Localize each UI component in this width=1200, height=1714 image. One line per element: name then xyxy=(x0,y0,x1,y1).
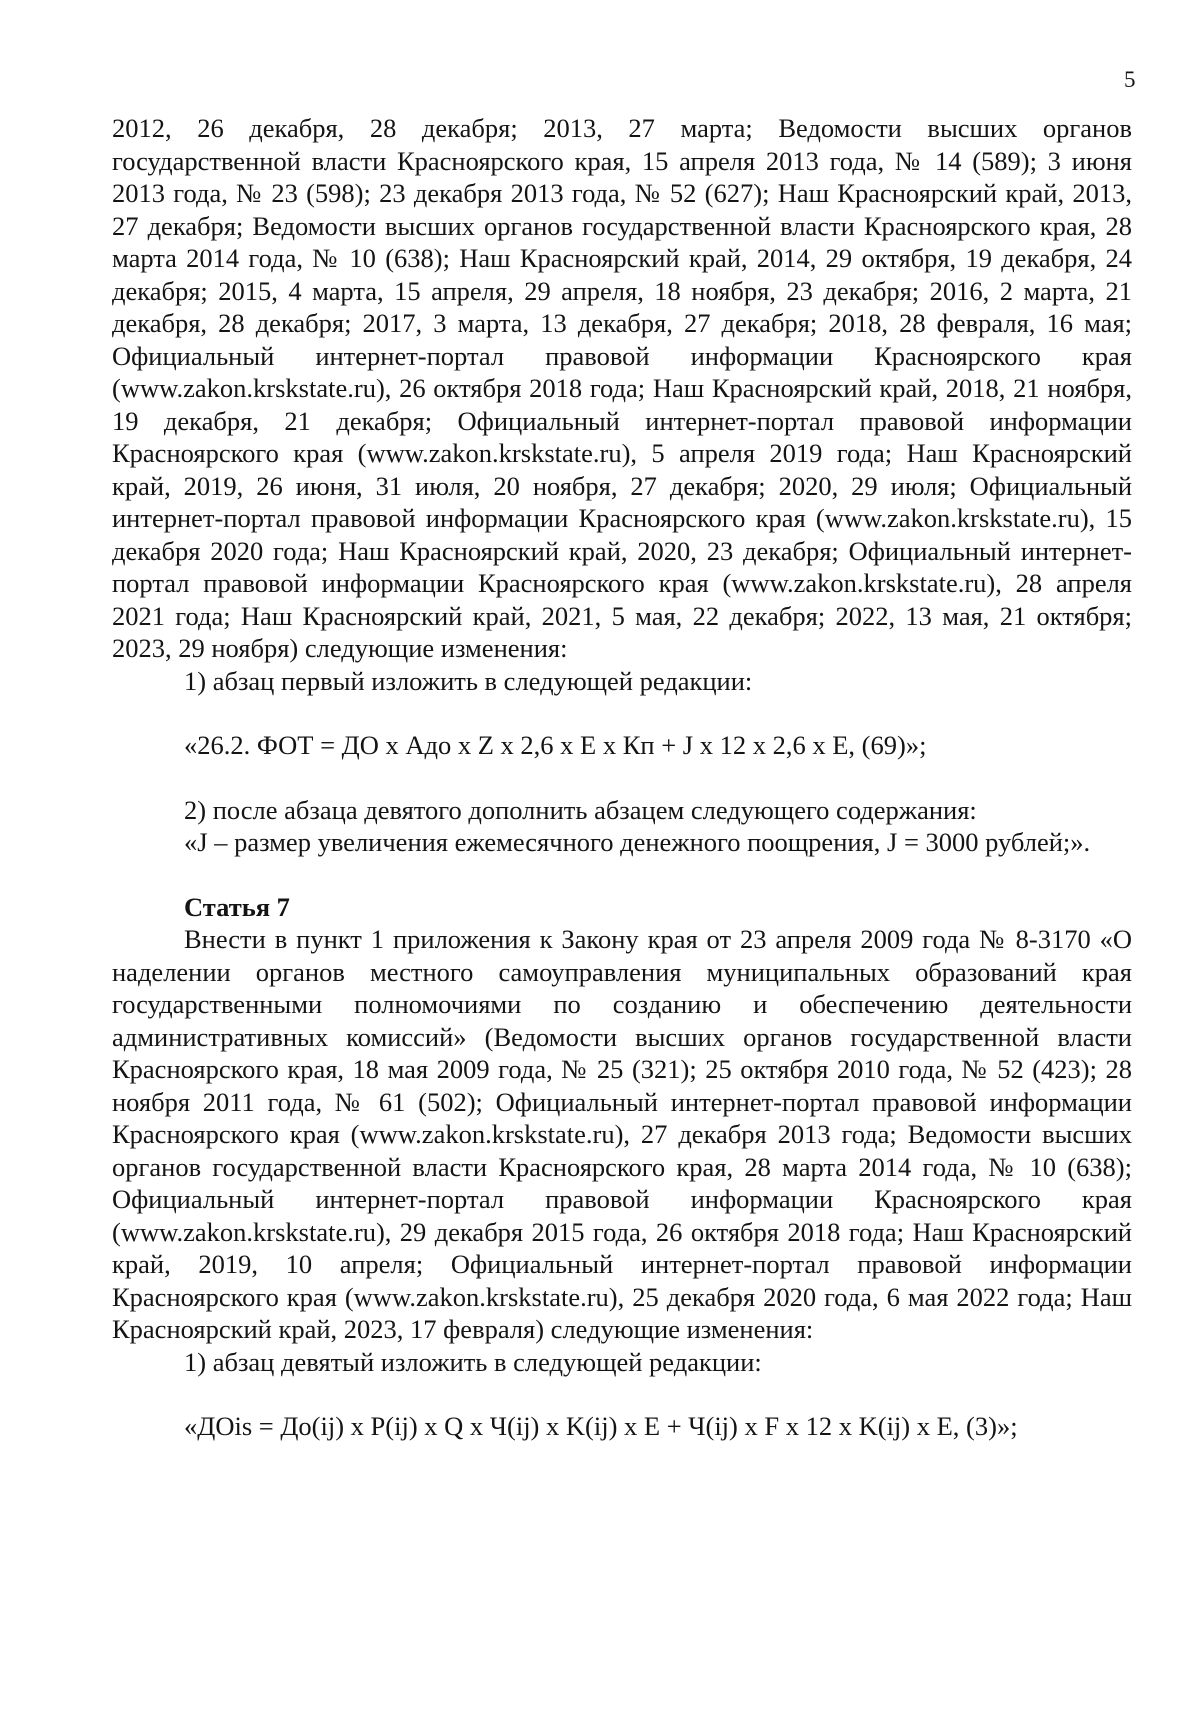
page-number: 5 xyxy=(1124,67,1136,92)
spacer xyxy=(112,859,1132,891)
formula-dois: «ДОis = До(ij) x P(ij) x Q x Ч(ij) x K(ij) x E + Ч(ij) x F x 12 x K(ij) x E, (3)»; xyxy=(184,1411,1018,1441)
spacer xyxy=(112,697,1132,729)
spacer xyxy=(112,1378,1132,1410)
paragraph-item-1: 1) абзац первый изложить в следующей редакции: xyxy=(184,665,753,696)
article-7-item-1: 1) абзац девятый изложить в следующей редакции: xyxy=(184,1346,762,1377)
paragraph-j-definition: «J – размер увеличения ежемесячного денежного поощрения, J = 3000 рублей;». xyxy=(184,827,1091,857)
formula-fot: «26.2. ФОТ = ДО x Адо x Z x 2,6 x E x Кп + J x 12 x 2,6 x E, (69)»; xyxy=(184,730,927,760)
article-heading: Статья 7 xyxy=(184,891,290,922)
article-7-text: Внести в пункт 1 приложения к Закону края от 23 апреля 2009 года № 8-3170 «О наделении органов местного самоуправления муниципальных образований края государственными полномочиями по созданию и обеспечению деятельности административных комиссий» (Ведомости высших органов государственной власти Красноярского края, 18 мая 2009 года, № 25 (321); 25 октября 2010 года, № 52 (423); 28 ноября 2011 года, № 61 (502); Официальный интернет-портал правовой информации Красноярского края (www.zakon.krskstate.ru), 27 декабря 2013 года; Ведомости высших органов государственной власти Красноярского края, 28 марта 2014 года, № 10 (638); Официальный интернет-портал правовой информации Красноярского края (www.zakon.krskstate.ru), 29 декабря 2015 года, 26 октября 2018 года; Наш Красноярский край, 2019, 10 апреля; Официальный интернет-портал правовой информации Красноярского края (www.zakon.krskstate.ru), 25 декабря 2020 года, 6 мая 2022 года; Наш Красноярский край, 2023, 17 февраля) следующие изменения: xyxy=(112,924,1132,1344)
paragraph-item-2: 2) после абзаца девятого дополнить абзацем следующего содержания: xyxy=(184,794,977,825)
spacer xyxy=(112,762,1132,794)
paragraph-amendment-sources: 2012, 26 декабря, 28 декабря; 2013, 27 марта; Ведомости высших органов государственной власти Красноярского края, 15 апреля 2013 года, № 14 (589); 3 июня 2013 года, № 23 (598); 23 декабря 2013 года, № 52 (627); Наш Красноярский край, 2013, 27 декабря; Ведомости высших органов государственной власти Красноярского края, 28 марта 2014 года, № 10 (638); Наш Красноярский край, 2014, 29 октября, 19 декабря, 24 декабря; 2015, 4 марта, 15 апреля, 29 апреля, 18 ноября, 23 декабря; 2016, 2 марта, 21 декабря, 28 декабря; 2017, 3 марта, 13 декабря, 27 декабря; 2018, 28 февраля, 16 мая; Официальный интернет-портал правовой информации Красноярского края (www.zakon.krskstate.ru), 26 октября 2018 года; Наш Красноярский край, 2018, 21 ноября, 19 декабря, 21 декабря; Официальный интернет-портал правовой информации Красноярского края (www.zakon.krskstate.ru), 5 апреля 2019 года; Наш Красноярский край, 2019, 26 июня, 31 июля, 20 ноября, 27 декабря; 2020, 29 июля; Официальный интернет-портал правовой информации Красноярского края (www.zakon.krskstate.ru), 15 декабря 2020 года; Наш Красноярский край, 2020, 23 декабря; Официальный интернет-портал правовой информации Красноярского края (www.zakon.krskstate.ru), 28 апреля 2021 года; Наш Красноярский край, 2021, 5 мая, 22 декабря; 2022, 13 мая, 21 октября; 2023, 29 ноября) следующие изменения: xyxy=(112,113,1132,663)
document-body xyxy=(112,112,1132,1443)
